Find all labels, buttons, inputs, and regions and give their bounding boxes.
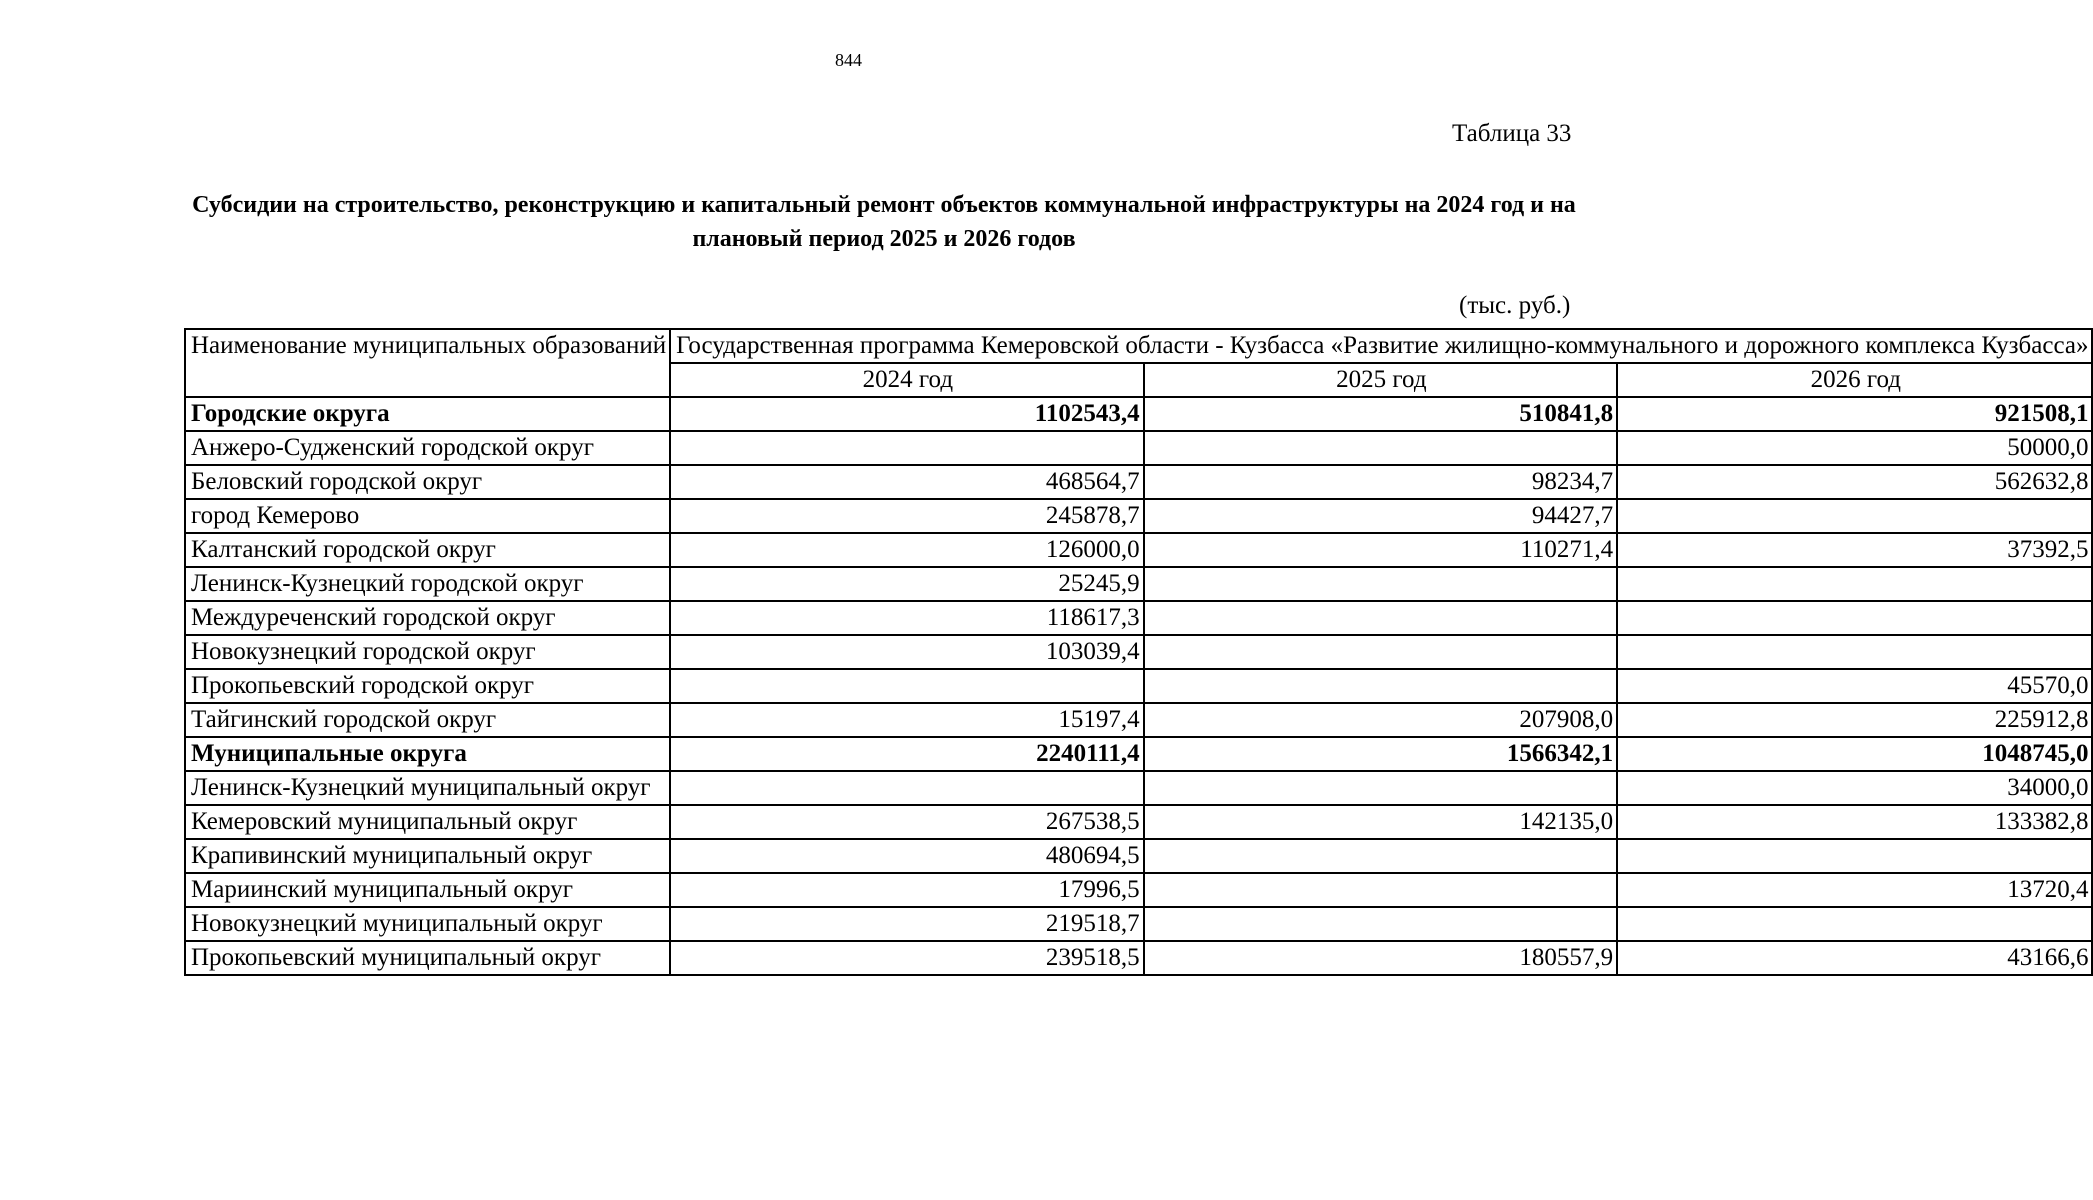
value-2024: 118617,3 [670, 601, 1144, 635]
table-row [185, 533, 2092, 567]
value-2024: 480694,5 [670, 839, 1144, 873]
table-row [185, 805, 2092, 839]
value-2025 [1144, 907, 1618, 941]
value-2024: 219518,7 [670, 907, 1144, 941]
row-name: Междуреченский городской округ [185, 601, 670, 635]
value-2026 [1617, 601, 2092, 635]
row-name: Кемеровский муниципальный округ [185, 805, 670, 839]
value-2026: 13720,4 [1617, 873, 2092, 907]
value-2026: 225912,8 [1617, 703, 2092, 737]
value-2024: 126000,0 [670, 533, 1144, 567]
value-2024: 2240111,4 [670, 737, 1144, 771]
table-row [185, 873, 2092, 907]
table-group-row [185, 397, 2092, 431]
value-2025 [1144, 601, 1618, 635]
table-row [185, 635, 2092, 669]
row-name: Прокопьевский городской округ [185, 669, 670, 703]
value-2025 [1144, 839, 1618, 873]
row-name: Новокузнецкий городской округ [185, 635, 670, 669]
year-header-2024: 2024 год [670, 363, 1144, 397]
value-2025: 142135,0 [1144, 805, 1618, 839]
value-2025 [1144, 873, 1618, 907]
value-2026 [1617, 567, 2092, 601]
table-row [185, 941, 2092, 975]
document-title: Субсидии на строительство, реконструкцию и капитальный ремонт объектов коммунальной инфраструктуры на 2024 год и на плановый период 2025 и 2026 годов [192, 192, 1576, 252]
row-name: Прокопьевский муниципальный округ [185, 941, 670, 975]
row-name: Тайгинский городской округ [185, 703, 670, 737]
value-2026 [1617, 839, 2092, 873]
row-name: Новокузнецкий муниципальный округ [185, 907, 670, 941]
row-name: Калтанский городской округ [185, 533, 670, 567]
value-2026: 45570,0 [1617, 669, 2092, 703]
value-2026: 562632,8 [1617, 465, 2092, 499]
value-2026: 43166,6 [1617, 941, 2092, 975]
year-header-2026: 2026 год [1617, 363, 2092, 397]
table-label: Таблица 33 [1452, 120, 1572, 147]
value-2025 [1144, 669, 1618, 703]
value-2025: 1566342,1 [1144, 737, 1618, 771]
row-name: Городские округа [185, 397, 670, 431]
table-row [185, 771, 2092, 805]
value-2026: 1048745,0 [1617, 737, 2092, 771]
units-label: (тыс. руб.) [1459, 292, 1571, 319]
table-header [185, 329, 2092, 397]
value-2024: 103039,4 [670, 635, 1144, 669]
value-2024 [670, 771, 1144, 805]
value-2024: 17996,5 [670, 873, 1144, 907]
value-2025 [1144, 567, 1618, 601]
value-2024: 239518,5 [670, 941, 1144, 975]
value-2025: 510841,8 [1144, 397, 1618, 431]
value-2024: 468564,7 [670, 465, 1144, 499]
value-2025 [1144, 431, 1618, 465]
value-2025: 94427,7 [1144, 499, 1618, 533]
table-row [185, 601, 2092, 635]
table-group-row [185, 737, 2092, 771]
table-row [185, 499, 2092, 533]
value-2025 [1144, 771, 1618, 805]
table-body [185, 397, 2092, 975]
row-name: Беловский городской округ [185, 465, 670, 499]
page-number: 844 [835, 50, 862, 70]
value-2026 [1617, 907, 2092, 941]
row-name: город Кемерово [185, 499, 670, 533]
row-name: Мариинский муниципальный округ [185, 873, 670, 907]
row-name: Крапивинский муниципальный округ [185, 839, 670, 873]
value-2024: 245878,7 [670, 499, 1144, 533]
year-header-2025: 2025 год [1144, 363, 1618, 397]
value-2024 [670, 669, 1144, 703]
value-2026: 133382,8 [1617, 805, 2092, 839]
value-2025: 98234,7 [1144, 465, 1618, 499]
value-2024: 25245,9 [670, 567, 1144, 601]
table-row [185, 839, 2092, 873]
row-name: Анжеро-Судженский городской округ [185, 431, 670, 465]
table-row [185, 703, 2092, 737]
value-2026: 37392,5 [1617, 533, 2092, 567]
value-2025 [1144, 635, 1618, 669]
row-name: Ленинск-Кузнецкий городской округ [185, 567, 670, 601]
value-2025: 110271,4 [1144, 533, 1618, 567]
row-name: Ленинск-Кузнецкий муниципальный округ [185, 771, 670, 805]
table-row [185, 431, 2092, 465]
value-2025: 207908,0 [1144, 703, 1618, 737]
table-row [185, 669, 2092, 703]
table-row [185, 907, 2092, 941]
municipality-name-header: Наименование муниципальных образований [185, 329, 670, 397]
value-2026: 921508,1 [1617, 397, 2092, 431]
value-2024 [670, 431, 1144, 465]
value-2025: 180557,9 [1144, 941, 1618, 975]
program-header: Государственная программа Кемеровской области - Кузбасса «Развитие жилищно-коммунального и дорожного комплекса Кузбасса» [670, 329, 2092, 363]
value-2026: 34000,0 [1617, 771, 2092, 805]
row-name: Муниципальные округа [185, 737, 670, 771]
table-row [185, 465, 2092, 499]
value-2026 [1617, 499, 2092, 533]
value-2024: 1102543,4 [670, 397, 1144, 431]
value-2024: 15197,4 [670, 703, 1144, 737]
table-row [185, 567, 2092, 601]
value-2026 [1617, 635, 2092, 669]
subsidies-table [184, 328, 2093, 976]
value-2024: 267538,5 [670, 805, 1144, 839]
value-2026: 50000,0 [1617, 431, 2092, 465]
